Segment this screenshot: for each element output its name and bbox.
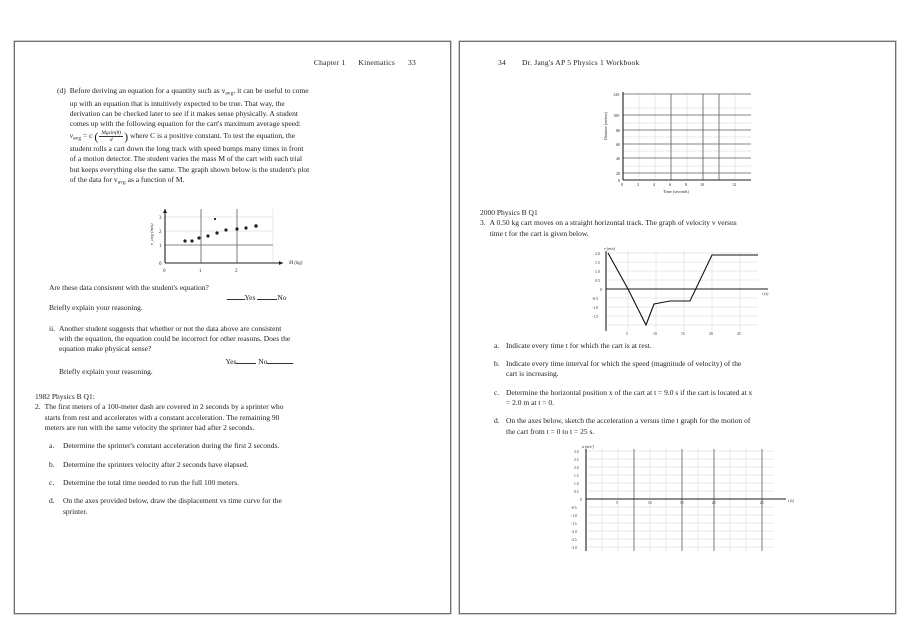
svg-text:0: 0 [620,182,623,187]
part-marker: b. [49,459,55,469]
svg-text:6: 6 [668,182,671,187]
velocity-time-svg [578,247,778,335]
svg-text:-1.0: -1.0 [591,305,598,310]
svg-text:0: 0 [158,261,161,267]
question-i-no-blank[interactable] [257,299,277,300]
svg-text:80: 80 [615,128,620,133]
y-axis-label: Distance (meters) [602,111,608,140]
problem-3-part-b [494,359,875,380]
part-marker: d. [49,496,55,506]
stray-data-point [213,218,215,220]
question-ii-line3: equation make physical sense? [59,344,152,354]
svg-text:25: 25 [736,331,741,335]
problem-2-stem-line3: meters are run with the same velocity the sprinter had after 2 seconds. [44,423,255,433]
part-d-block [35,86,430,188]
chart-gridlines [586,449,774,551]
chart-y-tick-labels [571,450,582,550]
svg-text:1: 1 [158,243,161,249]
equation-numerator: Mgsin(θ) [101,129,122,136]
chart-y-tick-labels [592,252,602,319]
svg-text:5: 5 [625,331,628,335]
svg-text:3.0: 3.0 [573,449,578,454]
part-text: Determine the total time needed to run the full 100 meters. [63,477,239,487]
chart-minor-gridlines [623,94,751,180]
part-text-line2: sprinter. [63,506,88,516]
equation-denominator: d [99,136,123,143]
part-d-line8-post: as a function of M. [125,175,185,185]
svg-text:10: 10 [699,182,704,187]
blank-acceleration-time-svg [558,445,798,557]
question-ii-followup: Briefly explain your reasoning. [59,366,153,376]
svg-text:-2.0: -2.0 [570,529,577,534]
equation-operator: = c [83,130,93,140]
problem-3-marker: 3. [480,218,486,228]
question-i-yes-blank[interactable] [227,299,245,300]
chart-x-tick-labels [616,501,764,505]
question-ii-no-blank[interactable] [267,363,293,364]
part-text: Indicate every time interval for which the speed (magnitude of velocity) of the [506,359,742,369]
svg-text:40: 40 [615,156,620,161]
problem-2-part-a [49,441,430,451]
svg-text:1.5: 1.5 [594,260,600,265]
svg-text:-2.5: -2.5 [570,537,577,542]
svg-text:3: 3 [158,215,161,221]
right-page-running-head [480,58,875,68]
problem-2-part-d [49,496,430,517]
svg-text:0: 0 [162,268,165,274]
question-ii-block [49,324,430,377]
question-i-block [49,283,430,314]
svg-text:1.0: 1.0 [573,481,578,486]
question-ii-line2: with the equation, the equation could be incorrect for other reasons. Does the [59,333,291,343]
question-ii-no-label: No [258,356,268,366]
part-text: Determine the sprinter's constant acceleration during the first 2 seconds. [63,441,280,451]
svg-text:8: 8 [684,182,687,187]
svg-text:20: 20 [708,331,713,335]
x-axis-label: t (s) [787,498,794,503]
part-d-line7: but keeps everything else the same. The graph shown below is the student's plot [69,164,310,174]
part-d-line8-sub: avg [117,179,126,186]
blank-acceleration-time-figure [480,445,875,557]
y-axis-label: v (m/s) [603,246,615,251]
svg-text:12: 12 [731,182,736,187]
problem-3-source: 2000 Physics B Q1 [480,208,538,217]
part-marker: a. [49,441,55,451]
problem-2-marker: 2. [35,402,41,412]
question-i-followup: Briefly explain your reasoning. [49,303,143,313]
svg-text:10: 10 [647,500,652,505]
part-d-line3: derivation can be checked later to see if it makes sense physically. A student [69,108,298,118]
chart-gridlines [165,209,273,263]
part-d-line1-sub: avg [225,90,234,97]
problem-3-part-a [494,341,875,351]
problem-3-parts [494,341,875,437]
svg-text:0: 0 [617,178,620,183]
blank-distance-time-figure [480,86,875,198]
svg-text:-3.0: -3.0 [570,545,577,550]
blank-distance-time-svg [593,86,763,198]
question-ii-answer-line [49,357,430,367]
part-text-line2: the cart from t = 0 to t = 25 s. [506,426,595,436]
x-axis-label: t (s) [761,290,768,296]
average-speed-equation [69,129,296,144]
x-axis-label: Time (seconds) [662,189,689,194]
chart-data-points [183,218,257,243]
svg-text:-1.5: -1.5 [591,314,598,319]
y-axis-arrow [163,209,167,213]
part-text: Determine the sprinters velocity after 2 seconds have elapsed. [63,459,249,469]
part-d-line2: up with an equation that is intuitively expected to be true. That way, the [69,98,285,108]
equation-lhs-sub: avg [73,135,82,142]
svg-text:4: 4 [652,182,655,187]
svg-text:2.0: 2.0 [594,251,600,256]
question-i-answer-line [49,293,430,303]
svg-text:15: 15 [680,331,685,335]
chart-axes [163,209,283,265]
part-marker: d. [494,416,500,426]
part-d-line5: student rolls a cart down the long track with speed bumps many times in front [69,144,304,154]
running-head-book-title: Dr. Jang's AP 5 Physics 1 Workbook [522,58,640,67]
svg-text:2: 2 [234,268,237,274]
part-d-line1-cont: , it can be useful to come [233,86,309,95]
svg-text:5: 5 [615,500,618,505]
running-head-chapter: Chapter 1 [313,58,346,67]
chart-x-tick-labels [621,182,736,187]
problem-3-block [480,208,875,239]
problem-3-stem-line1: A 0.50 kg cart moves on a straight horizontal track. The graph of velocity v versus [489,218,737,228]
problem-2-stem-line1: The first meters of a 100-meter dash are covered in 2 seconds by a sprinter who [44,402,284,412]
svg-text:2.0: 2.0 [573,465,578,470]
part-d-line4: comes up with the following equation for the cart's maximum average speed: [69,119,301,129]
svg-text:0: 0 [579,497,582,502]
svg-text:10: 10 [652,331,657,335]
part-marker: b. [494,359,500,369]
question-ii-line1: Another student suggests that whether or not the data above are consistent [59,323,282,333]
svg-text:0.5: 0.5 [594,278,600,283]
chart-x-tick-labels [626,332,741,335]
part-marker: c. [494,387,500,397]
part-d-line1: Before deriving an equation for a quantity such as v [69,86,226,95]
problem-2-part-c [49,478,430,488]
right-page-number: 34 [498,58,506,67]
part-text-line2: cart is increasing. [506,369,559,379]
problem-3-part-d [494,416,875,437]
svg-text:15: 15 [679,500,684,505]
svg-text:120: 120 [612,92,619,97]
part-text: Indicate every time t for which the cart is at rest. [506,340,652,350]
equation-lhs: v [69,130,74,140]
part-text-line2: = 2.0 m at t = 0. [506,398,555,408]
problem-3-stem-line2: time t for the cart is given below. [489,228,589,238]
svg-text:0: 0 [599,287,602,292]
problem-2-part-b [49,460,430,470]
svg-text:-1.0: -1.0 [570,513,577,518]
chart-y-tick-labels [613,92,620,183]
problem-2-stem-line2: starts from rest and accelerates with a constant acceleration. The remaining 90 [44,412,280,422]
svg-text:1.5: 1.5 [573,473,578,478]
chart-axes [606,251,768,331]
svg-text:-0.5: -0.5 [570,505,577,510]
part-d-line6: of a motion detector. The student varies the mass M of the cart with each trial [69,154,303,164]
svg-text:100: 100 [612,113,619,118]
svg-text:60: 60 [615,142,620,147]
equation-fraction [99,130,123,143]
question-i-prompt: Are these data consistent with the student's equation? [49,282,209,292]
svg-text:2: 2 [158,229,161,235]
part-d-marker: (d) [57,86,66,95]
part-text: Determine the horizontal position x of the cart at t = 9.0 s if the cart is located at x [506,387,753,397]
part-d-line8-pre: of the data for v [69,175,118,185]
svg-text:20: 20 [615,171,620,176]
velocity-time-figure [480,247,875,335]
left-page-number: 33 [408,58,416,67]
question-ii-yes-label: Yes [225,356,237,366]
svg-text:2.5: 2.5 [573,457,578,462]
svg-text:1: 1 [198,268,201,274]
left-page-running-head [35,58,430,68]
equation-open-paren: ( [94,129,99,144]
part-marker: a. [494,340,500,350]
right-page [459,41,896,614]
equation-close-paren: ) [124,129,129,144]
svg-text:-0.5: -0.5 [591,296,598,301]
svg-text:-1.5: -1.5 [570,521,577,526]
y-axis-label: v_avg (m/s) [148,223,154,245]
x-axis-arrow [279,261,283,265]
question-ii-marker: ii. [49,323,56,333]
problem-3-part-c [494,388,875,409]
left-page [14,41,451,614]
question-i-yes-label: Yes [244,293,256,303]
svg-text:2: 2 [636,182,639,187]
x-axis-label: M (kg) [288,260,302,266]
svg-text:0.5: 0.5 [573,489,578,494]
vavg-vs-mass-figure [35,205,430,277]
y-axis-label: a (m/s²) [581,444,594,449]
part-text: On the axes below, sketch the acceleration a versus time t graph for the motion of [506,416,751,426]
svg-text:25: 25 [759,500,764,505]
part-text: On the axes provided below, draw the displacement vs time curve for the [63,496,282,506]
part-marker: c. [49,477,55,487]
chart-axes [586,449,786,551]
svg-text:20: 20 [711,500,716,505]
running-head-title: Kinematics [358,58,395,67]
problem-2-source: 1982 Physics B Q1: [35,392,95,402]
question-ii-yes-blank[interactable] [236,363,256,364]
svg-text:1.0: 1.0 [594,269,600,274]
equation-trailing-text: where C is a positive constant. To test the equation, the [129,130,296,140]
vavg-vs-mass-svg [143,205,323,277]
problem-2-block [35,392,430,517]
question-i-no-label: No [277,293,287,303]
